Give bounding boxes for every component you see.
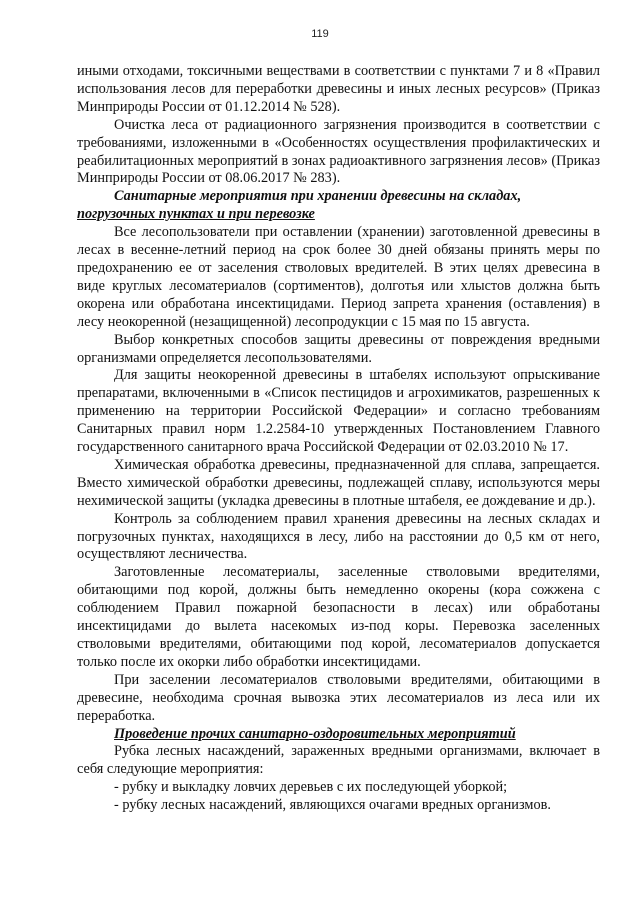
- paragraph-felling-intro: Рубка лесных насаждений, зараженных вредными организмами, включает в себя следующие мероприятия:: [77, 743, 600, 778]
- page-number: 119: [311, 28, 329, 40]
- section-heading-storage-line2: погрузочных пунктах и при перевозке: [77, 206, 315, 223]
- paragraph-control: Контроль за соблюдением правил хранения древесины на лесных складах и погрузочных пунктах, находящихся в лесу, либо на расстоянии до 0,5 км от него, осуществляют лесничества.: [77, 510, 600, 563]
- paragraph-radiation: Очистка леса от радиационного загрязнения производится в соответствии с требованиями, изложенными в «Особенностях осуществления профилактических и реабилитационных мероприятий в зонах радиоактивного загрязнения лесов» (Приказ Минприроды России от 08.06.2017 № 283).: [77, 116, 600, 187]
- paragraph-spraying: Для защиты неокоренной древесины в штабелях используют опрыскивание препаратами, включенными в «Список пестицидов и агрохимикатов, разрешенных к применению на территории Российской Федерации» и согласно требованиям Санитарных правил норм 1.2.2584-10 утвержденных Постановлением Главного государственного санитарного врача Российской Федерации от 02.03.2010 № 17.: [77, 367, 600, 456]
- section-heading-other-measures-text: Проведение прочих санитарно-оздоровительных мероприятий: [114, 725, 516, 742]
- paragraph-protection-choice: Выбор конкретных способов защиты древесины от повреждения вредными организмами определяется лесопользователями.: [77, 331, 600, 366]
- list-item-trap-trees: - рубку и выкладку ловчих деревьев с их последующей уборкой;: [114, 779, 508, 796]
- section-heading-storage-line1: Санитарные мероприятия при хранении древесины на складах,: [114, 188, 522, 205]
- paragraph-debarking: Заготовленные лесоматериалы, заселенные стволовыми вредителями, обитающими под корой, должны быть немедленно окорены (кора сожжена с соблюдением Правил пожарной безопасности в лесах) или обработаны инсектицидами до вылета насекомых из-под коры. Перевозка заселенных стволовыми вредителями, обитающими под корой, лесоматериалов допускается только после их окорки либо обработки инсектицидами.: [77, 564, 600, 670]
- paragraph-storage-obligation: Все лесопользователи при оставлении (хранении) заготовленной древесины в лесах в весенне-летний период на срок более 30 дней обязаны принять меры по предохранению ее от заселения стволовых вредителей. В этих целях древесина в виде круглых лесоматериалов (сортиментов), долготья или хлыстов должна быть окорена или обработана инсектицидами. Период запрета хранения (оставления) в лесу неокоренной (незащищенной) лесопродукции с 15 мая по 15 августа.: [77, 224, 600, 330]
- paragraph-rafting: Химическая обработка древесины, предназначенной для сплава, запрещается. Вместо химической обработки древесины, подлежащей сплаву, используются меры нехимической защиты (укладка древесины в плотные штабеля, ее дождевание и др.).: [77, 456, 600, 509]
- section-heading-other-measures: [77, 726, 600, 744]
- section-heading-storage: [77, 188, 600, 224]
- document-body: [77, 63, 600, 815]
- paragraph-removal: При заселении лесоматериалов стволовыми вредителями, обитающими в древесине, необходима срочная вывозка этих лесоматериалов из леса или их переработка.: [77, 671, 600, 724]
- paragraph-continuation: иными отходами, токсичными веществами в соответствии с пунктами 7 и 8 «Правил использования лесов для переработки древесины и иных лесных ресурсов» (Приказ Минприроды России от 01.12.2014 № 528).: [77, 63, 600, 115]
- list-item-infested-stands: - рубку лесных насаждений, являющихся очагами вредных организмов.: [114, 797, 551, 814]
